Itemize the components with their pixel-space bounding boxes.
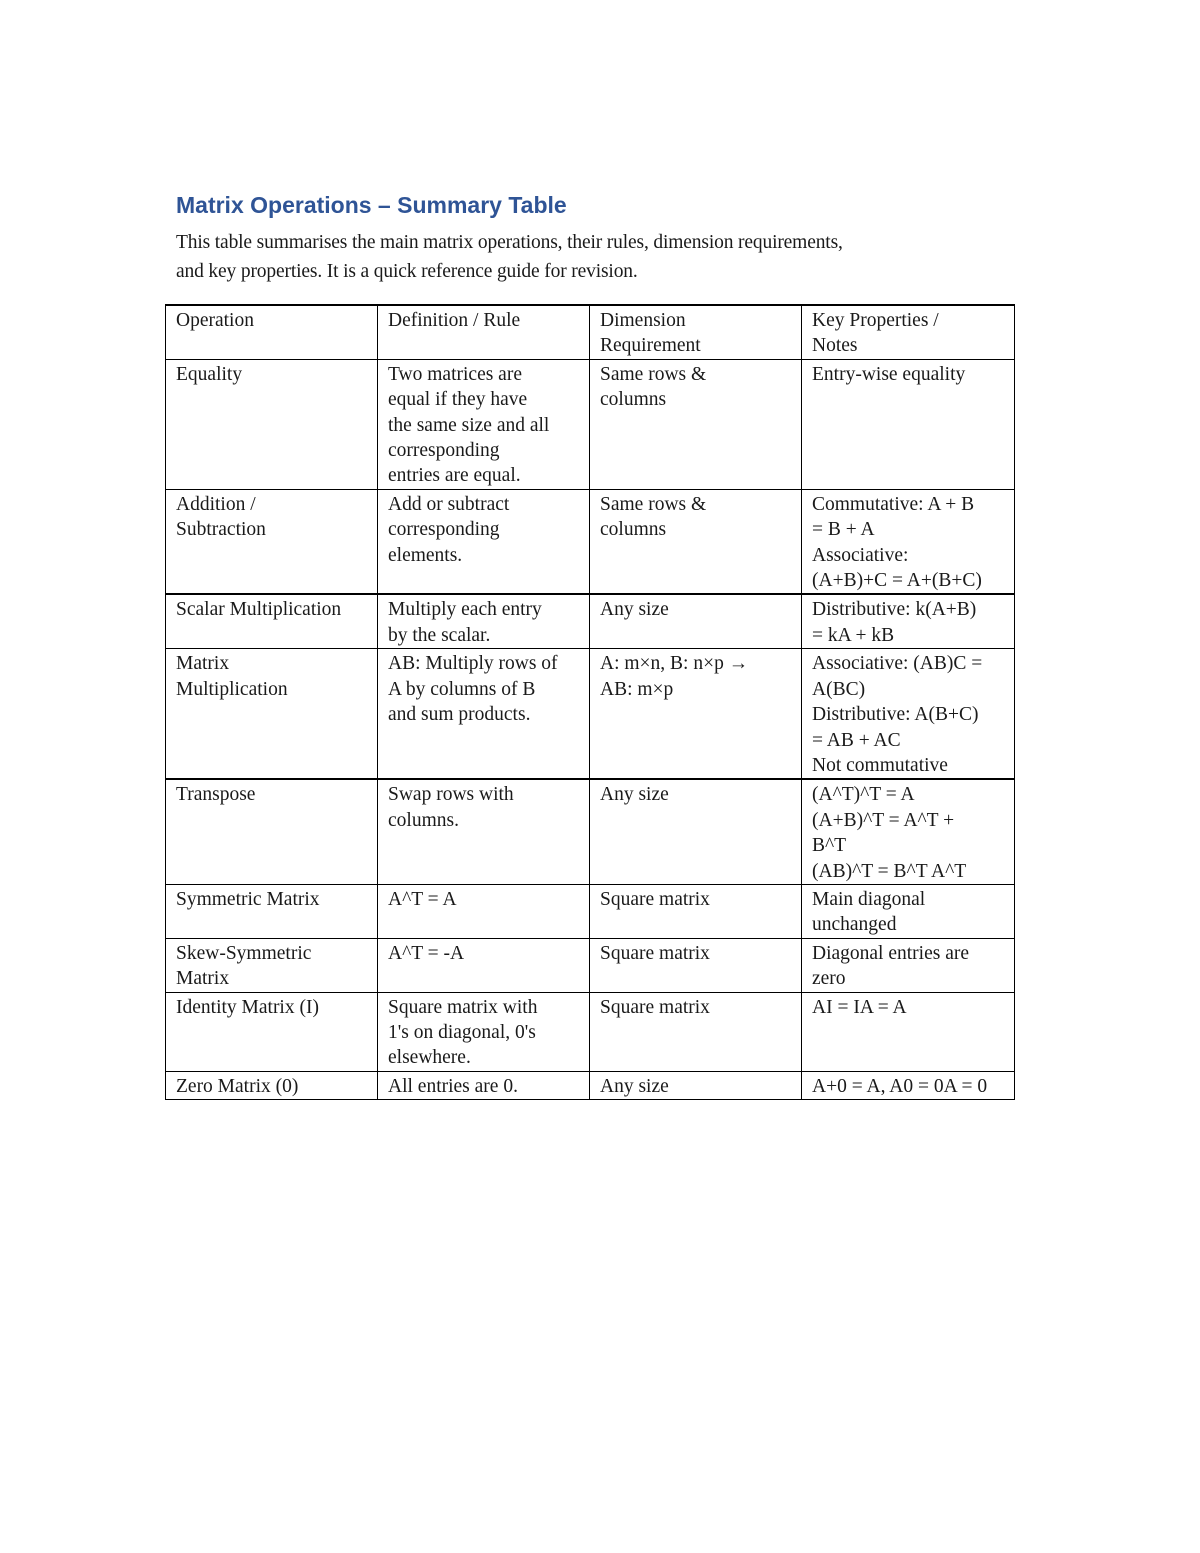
- cell-definition: A^T = -A: [378, 938, 590, 992]
- table-row: [166, 489, 1015, 594]
- cell-dimension: Any size: [590, 779, 802, 884]
- cell-operation: Skew-Symmetric Matrix: [166, 938, 378, 992]
- cell-operation: Scalar Multiplication: [166, 594, 378, 648]
- cell-properties: Distributive: k(A+B) = kA + kB: [802, 594, 1015, 648]
- cell-definition: Swap rows with columns.: [378, 779, 590, 884]
- cell-dimension: Square matrix: [590, 884, 802, 938]
- intro-line: This table summarises the main matrix operations, their rules, dimension requirements,: [176, 232, 843, 253]
- summary-table: [165, 304, 1015, 1100]
- cell-operation: Symmetric Matrix: [166, 884, 378, 938]
- intro-line: and key properties. It is a quick reference guide for revision.: [176, 261, 638, 282]
- cell-definition: All entries are 0.: [378, 1071, 590, 1099]
- cell-operation: Equality: [166, 359, 378, 489]
- cell-dimension: Square matrix: [590, 992, 802, 1071]
- cell-operation: Matrix Multiplication: [166, 649, 378, 780]
- table-row: [166, 938, 1015, 992]
- table-row: [166, 359, 1015, 489]
- header-operation: Operation: [166, 305, 378, 359]
- cell-properties: AI = IA = A: [802, 992, 1015, 1071]
- cell-definition: AB: Multiply rows of A by columns of B and sum products.: [378, 649, 590, 780]
- table-row: [166, 594, 1015, 648]
- cell-properties: (A^T)^T = A (A+B)^T = A^T + B^T (AB)^T = B^T A^T: [802, 779, 1015, 884]
- header-properties: Key Properties / Notes: [802, 305, 1015, 359]
- table-row: [166, 992, 1015, 1071]
- cell-operation: Zero Matrix (0): [166, 1071, 378, 1099]
- table-row: [166, 649, 1015, 780]
- cell-dimension: Square matrix: [590, 938, 802, 992]
- cell-definition: A^T = A: [378, 884, 590, 938]
- cell-definition: Multiply each entry by the scalar.: [378, 594, 590, 648]
- cell-dimension: Same rows & columns: [590, 359, 802, 489]
- cell-definition: Two matrices are equal if they have the same size and all corresponding entries are equal.: [378, 359, 590, 489]
- cell-dimension: Same rows & columns: [590, 489, 802, 594]
- page-title: Matrix Operations – Summary Table: [176, 192, 567, 218]
- cell-operation: Addition / Subtraction: [166, 489, 378, 594]
- cell-properties: Diagonal entries are zero: [802, 938, 1015, 992]
- table-row: [166, 884, 1015, 938]
- intro-paragraph: [176, 228, 1006, 286]
- cell-dimension: Any size: [590, 594, 802, 648]
- table-row: [166, 779, 1015, 884]
- cell-properties: Associative: (AB)C = A(BC) Distributive: A(B+C) = AB + AC Not commutative: [802, 649, 1015, 780]
- cell-definition: Add or subtract corresponding elements.: [378, 489, 590, 594]
- cell-properties: Main diagonal unchanged: [802, 884, 1015, 938]
- cell-dimension: A: m×n, B: n×p → AB: m×p: [590, 649, 802, 780]
- cell-operation: Transpose: [166, 779, 378, 884]
- cell-properties: Commutative: A + B = B + A Associative: (A+B)+C = A+(B+C): [802, 489, 1015, 594]
- table-header-row: [166, 305, 1015, 359]
- table-row: [166, 1071, 1015, 1099]
- cell-definition: Square matrix with 1's on diagonal, 0's elsewhere.: [378, 992, 590, 1071]
- header-definition: Definition / Rule: [378, 305, 590, 359]
- header-dimension: Dimension Requirement: [590, 305, 802, 359]
- cell-operation: Identity Matrix (I): [166, 992, 378, 1071]
- cell-properties: Entry-wise equality: [802, 359, 1015, 489]
- cell-properties: A+0 = A, A0 = 0A = 0: [802, 1071, 1015, 1099]
- cell-dimension: Any size: [590, 1071, 802, 1099]
